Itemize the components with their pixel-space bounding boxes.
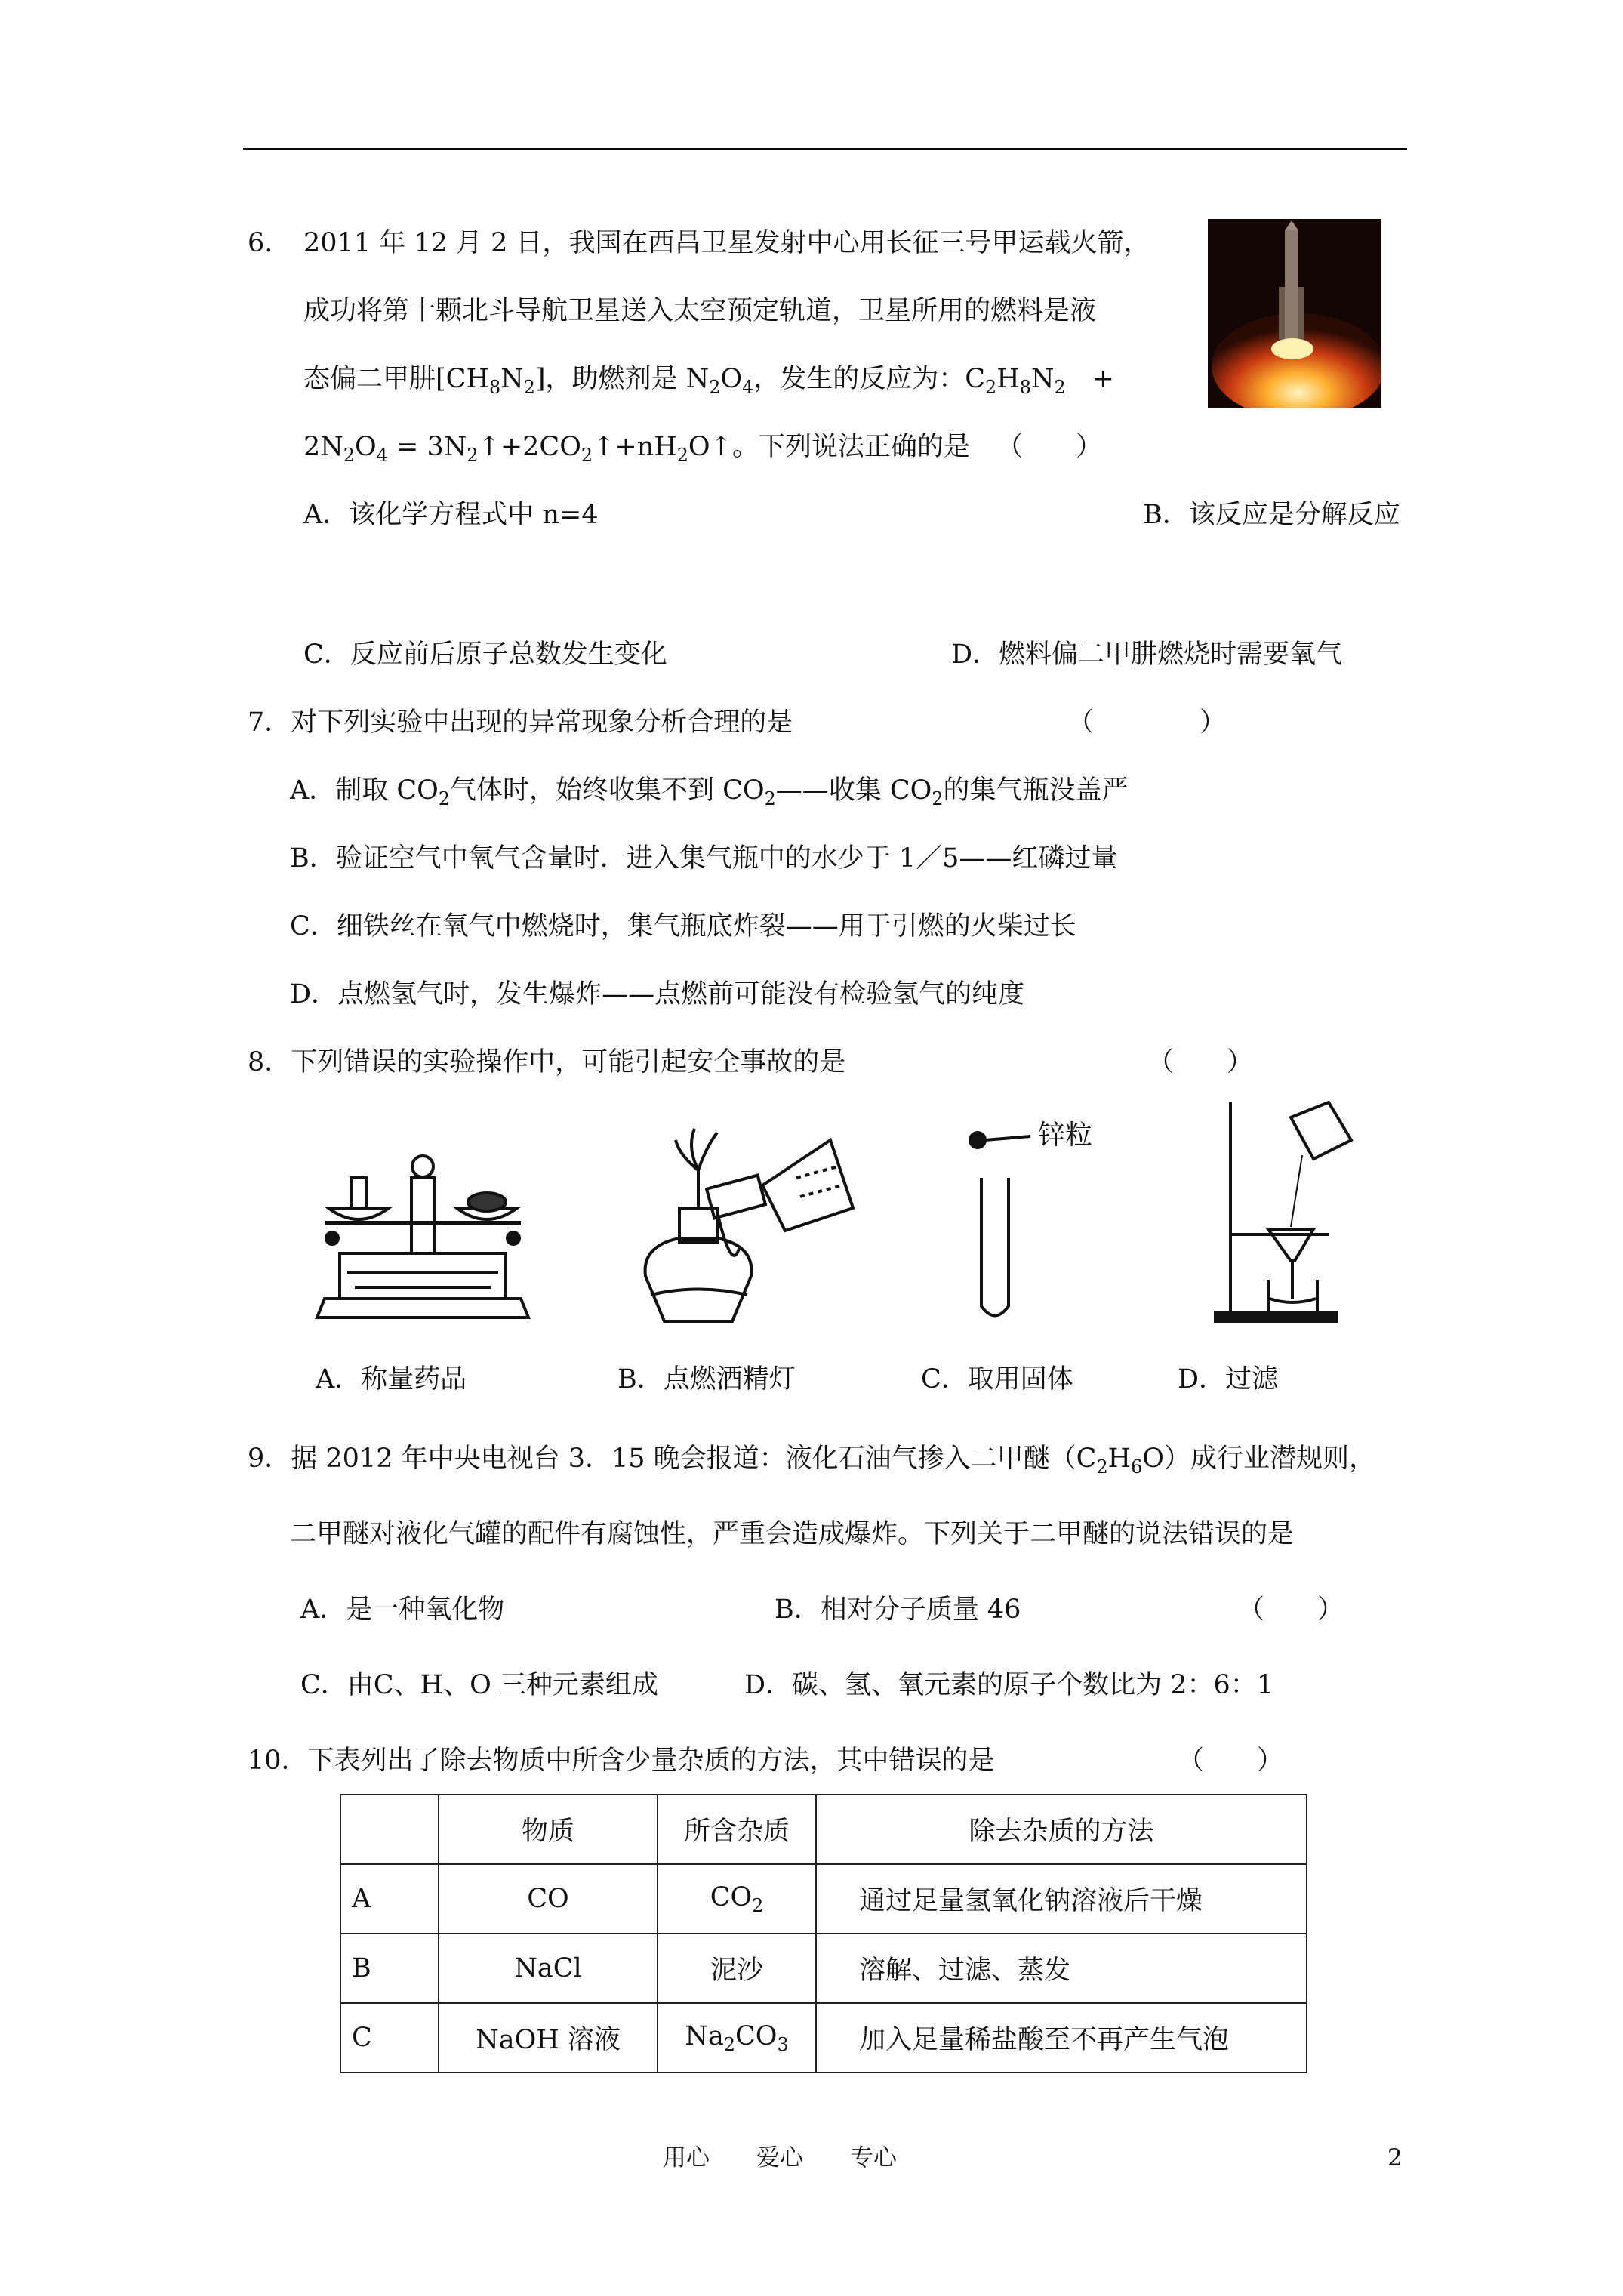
q8-option-a: A．称量药品	[316, 1364, 467, 1395]
table-header-row	[340, 1795, 1307, 1864]
table-cell: NaOH 溶液	[439, 2003, 658, 2073]
q7-option-d: D．点燃氢气时，发生爆炸——点燃前可能没有检验氢气的纯度	[290, 979, 1025, 1009]
q8-answer-bracket: （ ）	[1147, 1047, 1254, 1077]
rocket-launch-photo	[1208, 219, 1381, 408]
q9-option-b: B．相对分子质量 46	[775, 1595, 1021, 1625]
table-cell: 通过足量氢氧化钠溶液后干燥	[816, 1864, 1307, 1934]
table-cell: NaCl	[439, 1934, 658, 2003]
q8-option-d: D．过滤	[1178, 1364, 1279, 1395]
q7-answer-bracket: （ ）	[1067, 707, 1227, 738]
table-header-cell	[340, 1795, 439, 1864]
q6-line2: 成功将第十颗北斗导航卫星送入太空预定轨道，卫星所用的燃料是液	[303, 296, 1097, 326]
q9-answer-bracket: （ ）	[1238, 1595, 1344, 1625]
q6-option-c: C．反应前后原子总数发生变化	[303, 639, 667, 670]
table-row	[340, 1864, 1307, 1934]
q10-answer-bracket: （ ）	[1178, 1746, 1284, 1776]
q6-option-d: D．燃料偏二甲肼燃烧时需要氧气	[951, 639, 1343, 670]
q9-line1: 9．据 2012 年中央电视台 3．15 晚会报道：液化石油气掺入二甲醚$(C_2H_6O)$成行业潜规则，	[248, 1444, 1375, 1478]
impurity-table	[340, 1794, 1307, 2073]
q6-line3: 态偏二甲肼$[CH_8N_2]$，助燃剂是 $N_2O_4$，发生的反应为：$C_2H_8N_2$ +	[303, 364, 1114, 398]
q6-line4: $2N_2O_4$ = $3N_2↑+2CO_2↑+nH_2O↑$。下列说法正确的是	[303, 432, 970, 466]
page-number: 2	[1387, 2144, 1403, 2171]
table-cell: C	[340, 2003, 439, 2073]
table-cell: 溶解、过滤、蒸发	[816, 1934, 1307, 2003]
table-row	[340, 1934, 1307, 2003]
table-cell: $CO_2$	[658, 1864, 816, 1934]
zinc-label: 锌粒	[1038, 1120, 1093, 1151]
q6-number: 6.	[248, 228, 273, 258]
q7-option-b: B．验证空气中氧气含量时．进入集气瓶中的水少于 1／5——红磷过量	[290, 843, 1118, 874]
q8-option-c: C．取用固体	[921, 1364, 1073, 1395]
table-cell: 泥沙	[658, 1934, 816, 2003]
balance-illustration	[310, 1133, 536, 1329]
table-header-cell: 所含杂质	[658, 1795, 816, 1864]
header-rule	[243, 148, 1407, 150]
q9-option-d: D．碳、氢、氧元素的原子个数比为 2：6：1	[744, 1670, 1273, 1700]
q10-stem: 10．下表列出了除去物质中所含少量杂质的方法，其中错误的是	[248, 1746, 995, 1776]
table-cell: 加入足量稀盐酸至不再产生气泡	[816, 2003, 1307, 2073]
q9-option-a: A．是一种氧化物	[300, 1595, 505, 1625]
table-cell: $Na_2CO_3$	[658, 2003, 816, 2073]
q6-option-a: A．该化学方程式中 n=4	[303, 500, 599, 530]
footer-text: 用心 爱心 专心	[663, 2144, 897, 2171]
table-cell: A	[340, 1864, 439, 1934]
table-cell: CO	[439, 1864, 658, 1934]
q6-line1: 2011 年 12 月 2 日，我国在西昌卫星发射中心用长征三号甲运载火箭，	[303, 228, 1150, 258]
q7-option-c: C．细铁丝在氧气中燃烧时，集气瓶底炸裂——用于引燃的火柴过长	[290, 911, 1076, 942]
q6-answer-bracket: （ ）	[996, 432, 1103, 462]
table-row	[340, 2003, 1307, 2073]
q8-stem: 8．下列错误的实验操作中，可能引起安全事故的是	[248, 1047, 846, 1077]
q9-line2: 二甲醚对液化气罐的配件有腐蚀性，严重会造成爆炸。下列关于二甲醚的说法错误的是	[290, 1519, 1295, 1549]
q9-option-c: C．由C、H、O 三种元素组成	[300, 1670, 658, 1700]
q8-option-b: B．点燃酒精灯	[617, 1364, 796, 1395]
table-header-cell: 除去杂质的方法	[816, 1795, 1307, 1864]
table-header-cell: 物质	[439, 1795, 658, 1864]
q7-stem: 7．对下列实验中出现的异常现象分析合理的是	[248, 707, 793, 738]
filtration-illustration	[1208, 1087, 1404, 1329]
q6-option-b: B．该反应是分解反应	[1143, 500, 1400, 530]
alcohol-lamp-illustration	[634, 1125, 861, 1329]
table-cell: B	[340, 1934, 439, 2003]
q7-option-a: A．制取 $CO_2$气体时，始终收集不到 $CO_2——$收集 $CO_2$的集气瓶没盖严	[290, 775, 1129, 809]
